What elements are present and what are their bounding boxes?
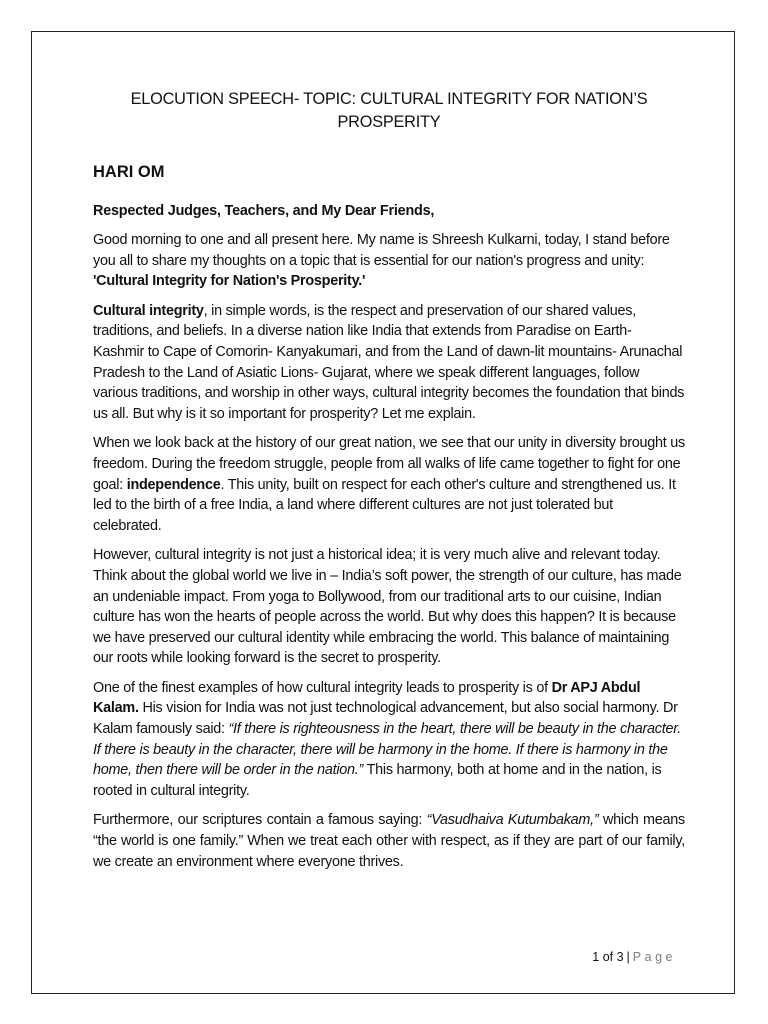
paragraph-scriptures: Furthermore, our scriptures contain a famous saying: “Vasudhaiva Kutumbakam,” which means “the world is one family.” When we treat each other with respect, as if they are part of our family, we create an environment where everyone thrives. (93, 812, 685, 870)
page-label: Page (632, 950, 676, 964)
vasudhaiva-quote: “Vasudhaiva Kutumbakam,” (426, 812, 599, 829)
document-body (93, 88, 685, 881)
page-number: 1 of 3 (592, 950, 624, 964)
name-kalam: Dr APJ Abdul Kalam. (93, 679, 641, 717)
paragraph-intro: Good morning to one and all present here. My name is Shreesh Kulkarni, today, I stand before you all to share my thoughts on a topic that is essential for our nation's progress and unity: 'Cultural Integrity for Nation's Prosperity.' (93, 232, 670, 290)
greeting-heading: HARI OM (93, 163, 165, 181)
salutation: Respected Judges, Teachers, and My Dear Friends, (93, 203, 435, 219)
paragraph-kalam: One of the finest examples of how cultural integrity leads to prosperity is of Dr APJ Abdul Kalam. His vision for India was not just technological advancement, but also social harmony. Dr Kalam famously said: “If there is righteousness in the heart, there will be beauty in the character. If there is beauty in the character, there will be harmony in the home. If there is harmony in the home, then there will be order in the nation.” This harmony, both at home and in the nation, is rooted in cultural integrity. (93, 679, 681, 799)
term-independence: independence (126, 476, 221, 493)
footer-separator: | (626, 950, 630, 964)
kalam-quote: “If there is righteousness in the heart, there will be beauty in the character. If there is beauty in the character, there will be harmony in the home. If there is harmony in the home, then there will be order in the nation.” (93, 721, 681, 779)
term-cultural-integrity: Cultural integrity (93, 302, 204, 319)
page-title: ELOCUTION SPEECH- TOPIC: CULTURAL INTEGRITY FOR NATION’S PROSPERITY (130, 90, 648, 131)
page-footer (592, 948, 676, 966)
paragraph-today: However, cultural integrity is not just a historical idea; it is very much alive and relevant today. Think about the global world we live in – India’s soft power, the strength of our culture, has made an undeniable impact. From yoga to Bollywood, from our traditional arts to our cuisine, Indian culture has won the hearts of people across the world. But why does this happen? It is because we have preserved our cultural identity while embracing the world. This balance of maintaining our roots while looking forward is the secret to prosperity. (93, 547, 682, 667)
paragraph-history: When we look back at the history of our great nation, we see that our unity in diversity brought us freedom. During the freedom struggle, people from all walks of life came together to fight for one goal: independence. This unity, built on respect for each other's culture and strengthened us. It led to the birth of a free India, a land where different cultures are not just tolerated but celebrated. (93, 435, 685, 534)
paragraph-definition: Cultural integrity, in simple words, is the respect and preservation of our shared values, traditions, and beliefs. In a diverse nation like India that extends from Paradise on Earth- Kashmir to Cape of Comorin- Kanyakumari, and from the Land of dawn-lit mountains- Arunachal Pradesh to the Land of Asiatic Lions- Gujarat, where we speak different languages, follow various traditions, and worship in other ways, cultural integrity becomes the foundation that binds us all. But why is it so important for prosperity? Let me explain. (93, 302, 685, 422)
topic-emphasis: 'Cultural Integrity for Nation's Prosperity.' (93, 273, 366, 290)
